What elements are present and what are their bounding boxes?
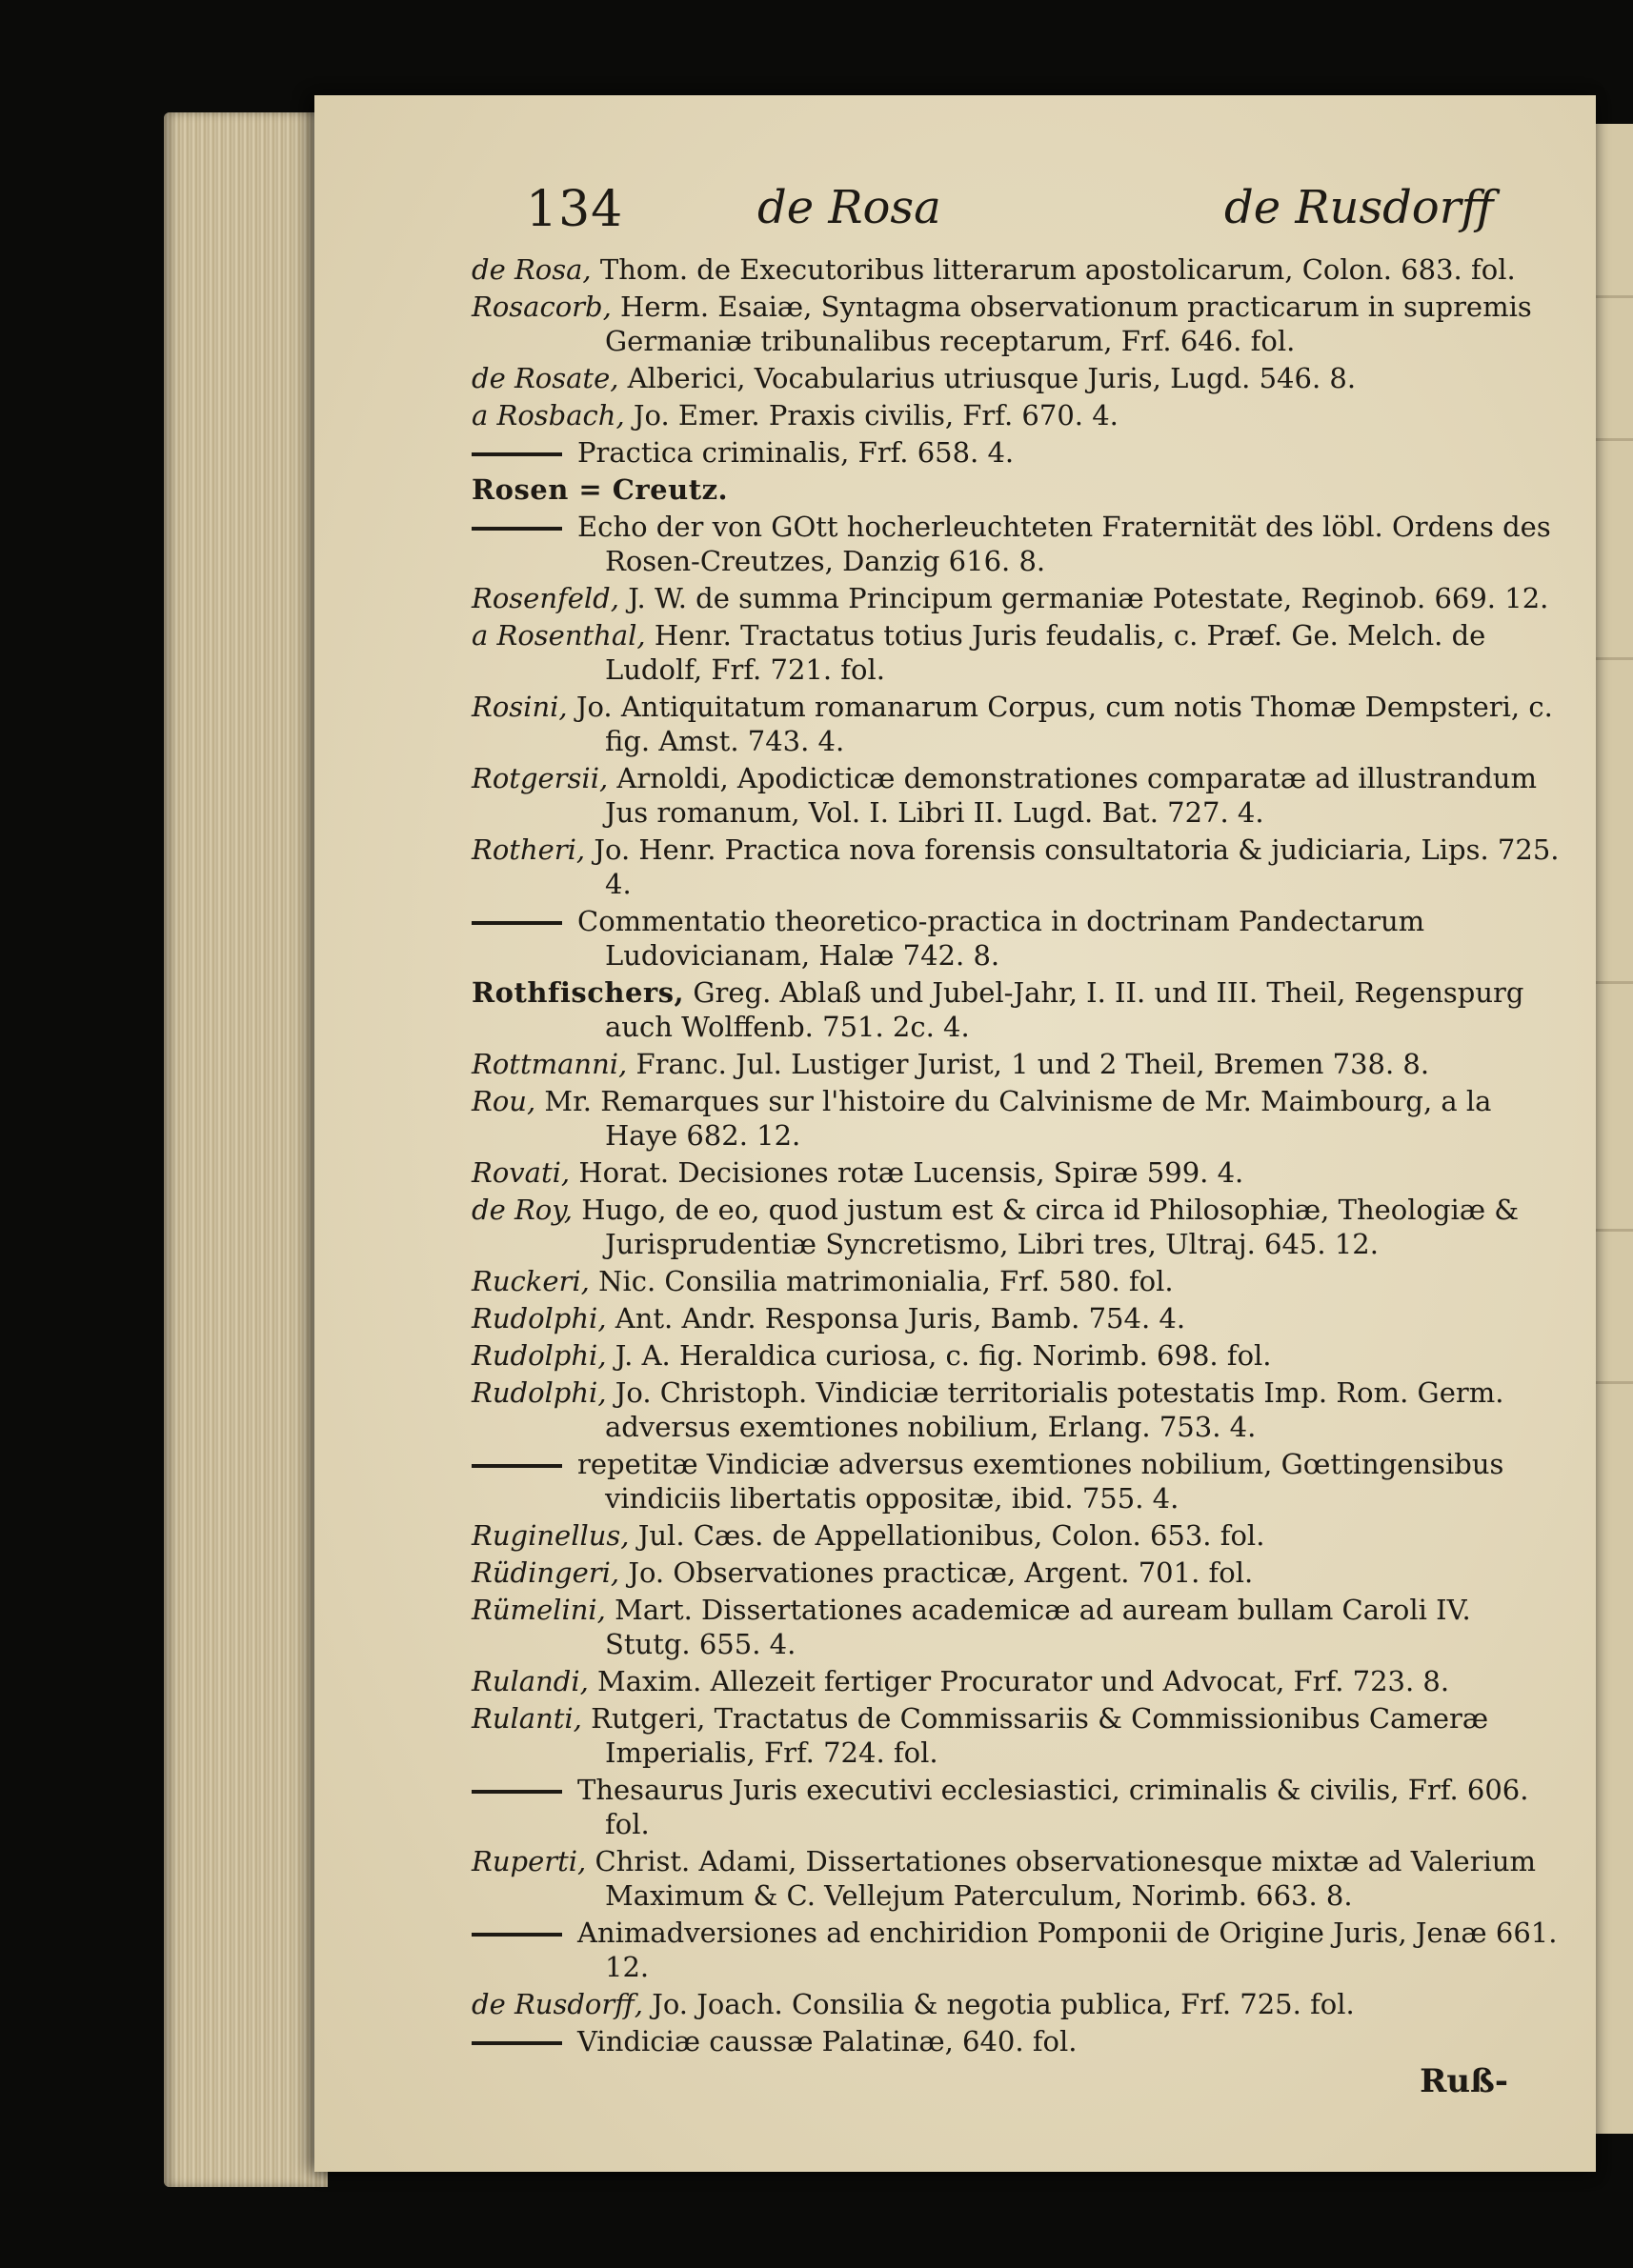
entry <box>472 252 1562 287</box>
entry-text: Practica criminalis, Frf. 658. 4. <box>577 436 1015 469</box>
entry <box>472 510 1562 578</box>
entry <box>472 290 1562 358</box>
entry <box>472 1555 1562 1590</box>
book-edge <box>164 112 328 2187</box>
entry <box>472 1338 1562 1373</box>
entry-text: Jo. Joach. Consilia & negotia publica, Frf. 725. fol. <box>652 1988 1355 2020</box>
entry-text: Thom. de Executoribus litterarum apostolicarum, Colon. 683. fol. <box>599 253 1516 286</box>
entry-headword: Rosacorb, <box>472 291 612 323</box>
entry-text: Franc. Jul. Lustiger Jurist, 1 und 2 Theil, Bremen 738. 8. <box>635 1048 1430 1080</box>
entry <box>472 1264 1562 1298</box>
entry-headword: Rosen = Creutz. <box>472 473 729 506</box>
entry-text: Jo. Antiquitatum romanarum Corpus, cum notis Thomæ Dempsteri, c. fig. Amst. 743. 4. <box>575 691 1553 757</box>
entry-headword: Ruckeri, <box>472 1265 590 1297</box>
entry-headword: Rümelini, <box>472 1594 606 1626</box>
entry-text: Hugo, de eo, quod justum est & circa id Philosophiæ, Theologiæ & Jurisprudentiæ Syncretismo, Libri tres, Ultraj. 645. 12. <box>581 1194 1520 1260</box>
entry-headword: de Rosate, <box>472 362 619 394</box>
entry-text: Vindiciæ caussæ Palatinæ, 640. fol. <box>577 2025 1078 2057</box>
entry-headword: Rulanti, <box>472 1702 582 1735</box>
entry-text: Animadversiones ad enchiridion Pomponii de Origine Juris, Jenæ 661. 12. <box>577 1917 1558 1983</box>
entry <box>472 1916 1562 1984</box>
entry <box>472 1844 1562 1913</box>
entry <box>472 581 1562 615</box>
book-page <box>314 95 1596 2172</box>
entry <box>472 1047 1562 1081</box>
entry <box>472 761 1562 830</box>
ditto-dash <box>472 921 562 925</box>
entry-list <box>472 252 1562 2061</box>
entry-headword: Rüdingeri, <box>472 1556 620 1589</box>
entry-text: Alberici, Vocabularius utriusque Juris, Lugd. 546. 8. <box>627 362 1357 394</box>
entry <box>472 975 1562 1044</box>
entry-headword: de Rusdorff, <box>472 1988 643 2020</box>
running-head-right: de Rusdorff <box>1224 181 1494 234</box>
entry-headword: Rosini, <box>472 691 568 723</box>
entry-headword: Rothfischers, <box>472 976 685 1009</box>
entry <box>472 1987 1562 2021</box>
entry <box>472 690 1562 758</box>
entry <box>472 1084 1562 1153</box>
page-number: 134 <box>526 181 624 238</box>
entry <box>472 361 1562 395</box>
entry-headword: Rou, <box>472 1085 536 1117</box>
entry-headword: Rosenfeld, <box>472 582 619 614</box>
entry-text: Thesaurus Juris executivi ecclesiastici, criminalis & civilis, Frf. 606. fol. <box>577 1774 1529 1840</box>
page-header <box>314 181 1596 248</box>
ditto-dash <box>472 452 562 456</box>
entry <box>472 618 1562 687</box>
ditto-dash <box>472 1464 562 1468</box>
entry <box>472 472 1562 507</box>
entry-headword: Ruginellus, <box>472 1519 630 1552</box>
entry-headword: Rudolphi, <box>472 1302 607 1335</box>
entry <box>472 1773 1562 1841</box>
entry-text: Henr. Tractatus totius Juris feudalis, c. Præf. Ge. Melch. de Ludolf, Frf. 721. fol. <box>605 619 1486 686</box>
ditto-dash <box>472 1790 562 1794</box>
entry-text: Nic. Consilia matrimonialia, Frf. 580. fol. <box>598 1265 1174 1297</box>
entry-headword: de Roy, <box>472 1194 573 1226</box>
entry <box>472 904 1562 973</box>
ditto-dash <box>472 1933 562 1937</box>
entry-headword: Rudolphi, <box>472 1339 607 1372</box>
entry-headword: de Rosa, <box>472 253 592 286</box>
entry <box>472 435 1562 470</box>
entry-text: Christ. Adami, Dissertationes observationesque mixtæ ad Valerium Maximum & C. Vellejum Paterculum, Norimb. 663. 8. <box>595 1845 1537 1912</box>
entry-text: Jul. Cæs. de Appellationibus, Colon. 653. fol. <box>637 1519 1265 1552</box>
entry-text: Arnoldi, Apodicticæ demonstrationes comparatæ ad illustrandum Jus romanum, Vol. I. Libri II. Lugd. Bat. 727. 4. <box>605 762 1537 829</box>
ditto-dash <box>472 2041 562 2045</box>
entry-text: Jo. Observationes practicæ, Argent. 701. fol. <box>628 1556 1254 1589</box>
entry <box>472 2024 1562 2058</box>
entry-headword: Ruperti, <box>472 1845 587 1877</box>
entry <box>472 1447 1562 1515</box>
entry-headword: Rotheri, <box>472 833 586 866</box>
entry <box>472 833 1562 901</box>
entry-text: Mr. Remarques sur l'histoire du Calvinisme de Mr. Maimbourg, a la Haye 682. 12. <box>544 1085 1492 1152</box>
entry-headword: Rudolphi, <box>472 1376 607 1409</box>
entry-text: Rutgeri, Tractatus de Commissariis & Commissionibus Cameræ Imperialis, Frf. 724. fol. <box>591 1702 1489 1769</box>
entry-headword: Rulandi, <box>472 1665 589 1697</box>
entry-text: J. W. de summa Principum germaniæ Potestate, Reginob. 669. 12. <box>628 582 1549 614</box>
entry-text: Mart. Dissertationes academicæ ad auream bullam Caroli IV. Stutg. 655. 4. <box>605 1594 1471 1660</box>
entry-text: repetitæ Vindiciæ adversus exemtiones nobilium, Gœttingensibus vindiciis libertatis oppositæ, ibid. 755. 4. <box>577 1448 1504 1515</box>
catchword: Ruß- <box>1420 2062 1508 2100</box>
entry <box>472 1193 1562 1261</box>
entry <box>472 1518 1562 1553</box>
entry <box>472 1375 1562 1444</box>
entry-headword: Rovati, <box>472 1156 571 1189</box>
entry-text: Jo. Henr. Practica nova forensis consultatoria & judiciaria, Lips. 725. 4. <box>594 833 1560 900</box>
entry <box>472 1301 1562 1335</box>
entry <box>472 1593 1562 1661</box>
entry-text: Commentatio theoretico-practica in doctrinam Pandectarum Ludovicianam, Halæ 742. 8. <box>577 905 1425 972</box>
entry-text: Horat. Decisiones rotæ Lucensis, Spiræ 599. 4. <box>578 1156 1244 1189</box>
entry <box>472 1664 1562 1698</box>
entry-text: Jo. Christoph. Vindiciæ territorialis potestatis Imp. Rom. Germ. adversus exemtiones nobilium, Erlang. 753. 4. <box>605 1376 1504 1443</box>
running-head-left: de Rosa <box>757 181 941 234</box>
entry <box>472 398 1562 432</box>
entry-headword: Rotgersii, <box>472 762 609 794</box>
entry-headword: Rottmanni, <box>472 1048 628 1080</box>
entry <box>472 1701 1562 1770</box>
entry-headword: a Rosenthal, <box>472 619 646 652</box>
ditto-dash <box>472 527 562 531</box>
entry-text: Herm. Esaiæ, Syntagma observationum practicarum in supremis Germaniæ tribunalibus receptarum, Frf. 646. fol. <box>605 291 1532 357</box>
entry-headword: a Rosbach, <box>472 399 625 432</box>
entry-text: Jo. Emer. Praxis civilis, Frf. 670. 4. <box>633 399 1119 432</box>
entry-text: Echo der von GOtt hocherleuchteten Fraternität des löbl. Ordens des Rosen-Creutzes, Danzig 616. 8. <box>577 511 1551 577</box>
entry-text: Maxim. Allezeit fertiger Procurator und Advocat, Frf. 723. 8. <box>597 1665 1450 1697</box>
entry <box>472 1155 1562 1190</box>
entry-text: Greg. Ablaß und Jubel-Jahr, I. II. und III. Theil, Regenspurg auch Wolffenb. 751. 2c. 4. <box>605 976 1524 1043</box>
entry-text: Ant. Andr. Responsa Juris, Bamb. 754. 4. <box>615 1302 1186 1335</box>
entry-text: J. A. Heraldica curiosa, c. fig. Norimb. 698. fol. <box>615 1339 1272 1372</box>
